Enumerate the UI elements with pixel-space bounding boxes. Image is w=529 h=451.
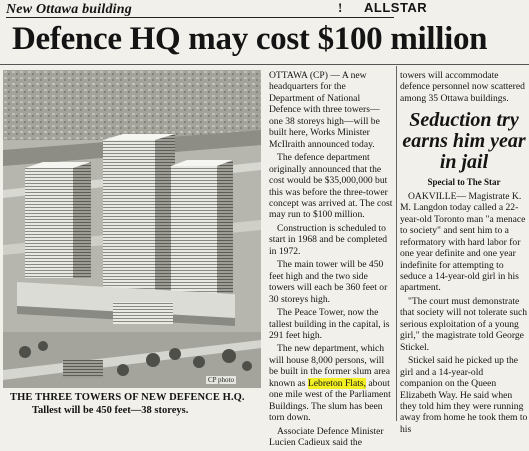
article-paragraph: Construction is scheduled to start in 1968 and be completed in 1972. [269, 222, 388, 257]
article-paragraph-text: about one mile west of the Parliament Buildings. The slum has been torn down. [269, 377, 391, 424]
column-divider [396, 66, 397, 421]
section-kicker: New Ottawa building [6, 2, 132, 17]
edition-badge: ALLSTAR [364, 0, 428, 15]
article-paragraph: The main tower will be 450 feet high and the two side towers will each be 360 feet or 30 storeys high. [269, 259, 388, 305]
story-paragraph: Stickel said he picked up the girl and a 14-year-old companion on the Queen Elizabeth Way. He said when they told him they were running away from home he took them to his [400, 355, 528, 435]
byline: Special to The Star [427, 177, 501, 188]
highlighted-place-name: Lebreton Flats, [307, 377, 367, 389]
photo-caption-subtitle: Tallest will be 450 feet—38 storeys. [32, 405, 189, 416]
story-paragraph: OAKVILLE— Magistrate K. M. Langdon today called a 22-year-old Toronto man "a menace to society" and sent him to a reformatory with hard labor for one year definite and one year indefinite for attempting to seduce a 14-year-old girl in his apartment. [400, 190, 526, 294]
news-photo [3, 70, 261, 388]
main-headline: Defence HQ may cost $100 million [12, 21, 488, 57]
article-continuation: towers will accommodate defence personnel now scattered among 35 Ottawa buildings. [400, 70, 525, 104]
headline-rule [0, 64, 529, 65]
secondary-headline: Seduction try earns him year in jail [402, 109, 526, 174]
photo-caption-title: THE THREE TOWERS OF NEW DEFENCE H.Q. [10, 392, 245, 403]
article-paragraph: The Peace Tower, now the tallest building in the capital, is 291 feet high. [269, 307, 390, 341]
article-paragraph-with-highlight [269, 343, 393, 423]
article-paragraph: Associate Defence Minister Lucien Cadieux said the [269, 425, 384, 449]
corner-mark: ! [338, 0, 343, 15]
top-rule [6, 17, 394, 18]
article-column-1 [269, 70, 393, 451]
article-paragraph: The defence department originally announced that the cost would be $35,000,000 but this was before the three-tower concept was arrived at. The cost may run to $100 million. [269, 152, 393, 221]
photo-illustration [3, 70, 261, 388]
story-paragraph: "The court must demonstrate that society will not tolerate such serious exploitation of a young girl," the magistrate told George Stickel. [400, 295, 528, 353]
article-paragraph-text: The new department, which will house 8,000 persons, will be built in the former slum area known as [269, 343, 390, 389]
article-paragraph: OTTAWA (CP) — A new headquarters for the Department of National Defence with three towers—one 38 storeys high—will be built here, Works Minister McIlraith announced today. [269, 70, 380, 150]
photo-credit: CP photo [208, 376, 234, 384]
article-column-2 [400, 70, 528, 437]
